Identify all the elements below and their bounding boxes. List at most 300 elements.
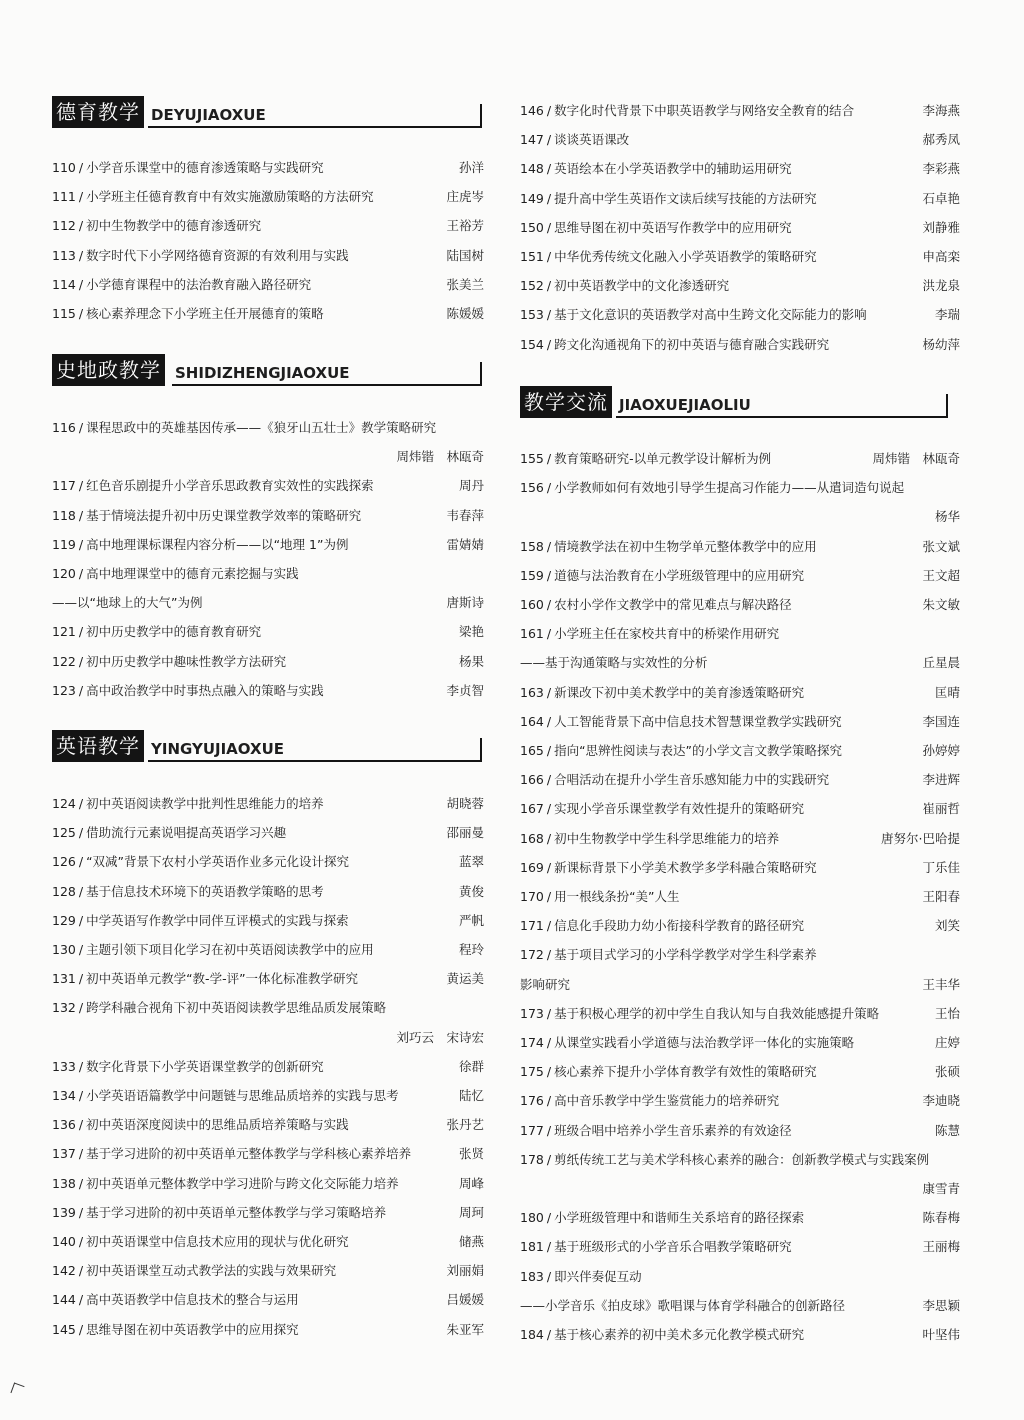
- toc-entry: [52, 1057, 484, 1077]
- toc-entry: [52, 304, 484, 324]
- toc-entry: [520, 449, 960, 469]
- article-title: 高中英语教学中信息技术的整合与运用: [86, 1292, 299, 1308]
- page-number: 121: [52, 624, 76, 640]
- article-author: 申高栾: [922, 249, 960, 264]
- article-author: 庄婷: [934, 1035, 960, 1050]
- toc-entry: [520, 653, 960, 673]
- article-title: 基于学习进阶的初中英语单元整体教学与学科核心素养培养: [86, 1146, 412, 1162]
- article-author: 陈媛媛: [446, 306, 484, 321]
- article-author: 陆国树: [446, 247, 484, 263]
- article-author: 康雪青: [922, 1181, 960, 1196]
- page-number: 118: [52, 507, 76, 523]
- article-title: 数字时代下小学网络德育资源的有效利用与实践: [86, 247, 349, 263]
- toc-entry: [52, 506, 484, 526]
- page-number: 123: [52, 682, 76, 698]
- article-author: 王丰华: [922, 976, 960, 992]
- article-author: 黄运美: [446, 971, 484, 987]
- article-title: 小学音乐课堂中的德育渗透策略与实践研究: [86, 160, 324, 175]
- article-title: 新课标背景下小学美术教学多学科融合策略研究: [554, 859, 817, 875]
- separator: /: [546, 1239, 552, 1255]
- article-author: 周珂: [458, 1204, 484, 1220]
- article-title: 高中政治教学中时事热点融入的策略与实践: [86, 682, 324, 698]
- separator: /: [546, 249, 552, 264]
- separator: /: [78, 854, 84, 870]
- page-number: 137: [52, 1146, 76, 1162]
- separator: /: [78, 1146, 84, 1162]
- article-title: 初中英语深度阅读中的思维品质培养策略与实践: [86, 1117, 349, 1133]
- separator: /: [78, 796, 84, 811]
- separator: /: [546, 1151, 552, 1167]
- toc-entry: [520, 1121, 960, 1141]
- article-author: 徐群: [458, 1058, 484, 1074]
- page-number: 136: [52, 1117, 76, 1133]
- page-number: 148: [520, 161, 544, 177]
- separator: /: [78, 1321, 84, 1337]
- article-author: 刘笑: [934, 918, 960, 934]
- toc-entry: [520, 595, 960, 615]
- toc-entry: [52, 1232, 484, 1252]
- toc-entry: [52, 418, 484, 438]
- page-number: 116: [52, 420, 76, 435]
- toc-entry: [52, 1261, 484, 1281]
- toc-entry: [520, 276, 960, 296]
- article-author: 刘丽娟: [446, 1263, 484, 1279]
- article-title: 初中生物教学中学生科学思维能力的培养: [554, 830, 780, 846]
- toc-entry: [52, 476, 484, 496]
- separator: /: [546, 538, 552, 554]
- article-title: 用一根线条扮“美”人生: [554, 889, 680, 904]
- page-number: 140: [52, 1234, 76, 1249]
- separator: /: [78, 883, 84, 899]
- toc-entry: [520, 218, 960, 238]
- article-title: 初中历史教学中趣味性教学方法研究: [86, 653, 287, 669]
- article-author: 周峰: [458, 1175, 484, 1191]
- article-title: 主题引领下项目化学习在初中英语阅读教学中的应用: [86, 942, 374, 957]
- article-title: 基于核心素养的初中美术多元化教学模式研究: [554, 1327, 805, 1342]
- article-author: 陈春梅: [922, 1210, 960, 1226]
- page-number: 172: [520, 947, 544, 963]
- article-author: 朱亚军: [446, 1321, 484, 1337]
- article-author: 唐斯诗: [446, 595, 484, 611]
- toc-entry: [520, 1325, 960, 1345]
- article-author: 李迪晓: [922, 1093, 960, 1109]
- separator: /: [78, 536, 84, 552]
- toc-entry: [52, 852, 484, 872]
- article-title: 教育策略研究-以单元教学设计解析为例: [554, 451, 772, 466]
- article-title: 基于信息技术环境下的英语教学策略的思考: [86, 883, 324, 899]
- toc-entry: [520, 624, 960, 644]
- article-title: 提升高中学生英语作文读后续写技能的方法研究: [554, 190, 817, 206]
- article-title: 中学英语写作教学中同伴互评模式的实践与探索: [86, 912, 349, 928]
- toc-entry: [520, 566, 960, 586]
- article-author: 蓝翠: [458, 854, 484, 870]
- separator: /: [78, 507, 84, 523]
- toc-entry: [52, 246, 484, 266]
- section-header-jiaoliu: [520, 386, 948, 418]
- toc-entry: [520, 975, 960, 995]
- page-number: 142: [52, 1263, 76, 1279]
- page-number: 131: [52, 971, 76, 987]
- page-number: 183: [520, 1268, 544, 1284]
- article-author: 洪龙泉: [922, 278, 960, 294]
- toc-entry: [52, 216, 484, 236]
- toc-entry: [520, 1004, 960, 1024]
- separator: /: [78, 1292, 84, 1308]
- article-title: 借助流行元素说唱提高英语学习兴趣: [86, 825, 287, 841]
- toc-entry: [520, 478, 960, 498]
- separator: /: [78, 478, 84, 494]
- page-number: 120: [52, 566, 76, 581]
- separator: /: [546, 1093, 552, 1109]
- article-author: 杨华: [934, 509, 960, 525]
- article-author: 王阳春: [922, 889, 960, 904]
- toc-entry: [52, 823, 484, 843]
- page-number: 111: [52, 189, 76, 205]
- toc-entry: [520, 159, 960, 179]
- article-author: 张文斌: [922, 538, 960, 554]
- article-author: 韦春萍: [446, 507, 484, 523]
- page-number: 130: [52, 942, 76, 957]
- page-number: 176: [520, 1093, 544, 1109]
- article-author: 孙婷婷: [922, 743, 960, 758]
- article-title: 思维导图在初中英语教学中的应用探究: [86, 1321, 299, 1337]
- page-number: 156: [520, 480, 544, 496]
- article-title: 小学英语语篇教学中问题链与思维品质培养的实践与思考: [86, 1088, 399, 1103]
- page-number: 177: [520, 1122, 544, 1138]
- article-author: 吕媛媛: [446, 1292, 484, 1308]
- page-number: 117: [52, 478, 76, 494]
- article-author: 严帆: [458, 912, 484, 928]
- page-number: 134: [52, 1088, 76, 1103]
- article-title: 初中英语教学中的文化渗透研究: [554, 278, 730, 294]
- separator: /: [546, 713, 552, 729]
- separator: /: [78, 1058, 84, 1074]
- toc-entry: [520, 335, 960, 355]
- toc-entry: [52, 652, 484, 672]
- toc-entry: [520, 858, 960, 878]
- article-title: 班级合唱中培养小学生音乐素养的有效途径: [554, 1122, 792, 1138]
- separator: /: [546, 830, 552, 846]
- article-title: 跨学科融合视角下初中英语阅读教学思维品质发展策略: [86, 1000, 387, 1016]
- article-title: ——小学音乐《拍皮球》歌唱课与体育学科融合的创新路径: [520, 1297, 846, 1313]
- article-author: 刘巧云 宋诗宏: [396, 1029, 484, 1045]
- article-author: 刘静雅: [922, 219, 960, 235]
- toc-entry: [52, 535, 484, 555]
- separator: /: [78, 566, 84, 581]
- toc-entry: [520, 101, 960, 121]
- article-author: 周炜锴 林瓯奇: [872, 451, 960, 466]
- separator: /: [546, 859, 552, 875]
- separator: /: [546, 1210, 552, 1226]
- article-author: 李瑞: [934, 307, 960, 323]
- separator: /: [78, 218, 84, 234]
- toc-entry: [520, 712, 960, 732]
- page-number: 174: [520, 1035, 544, 1050]
- page-number: 161: [520, 626, 544, 642]
- article-title: 课程思政中的英雄基因传承——《狼牙山五壮士》教学策略研究: [86, 420, 437, 435]
- article-author: 朱文敏: [922, 597, 960, 612]
- separator: /: [78, 1000, 84, 1016]
- toc-entry: [52, 681, 484, 701]
- separator: /: [78, 682, 84, 698]
- toc-entry: [52, 158, 484, 178]
- page-number: 169: [520, 859, 544, 875]
- article-title: 即兴伴奏促互动: [554, 1268, 642, 1284]
- separator: /: [546, 103, 552, 118]
- page-number: 154: [520, 336, 544, 352]
- separator: /: [546, 190, 552, 206]
- article-author: 王怡: [934, 1005, 960, 1021]
- toc-entry: [520, 1033, 960, 1053]
- separator: /: [546, 889, 552, 904]
- page-number: 113: [52, 247, 76, 263]
- page-number: 152: [520, 278, 544, 294]
- article-author: 梁艳: [458, 624, 484, 640]
- separator: /: [78, 189, 84, 205]
- separator: /: [546, 597, 552, 612]
- separator: /: [78, 1088, 84, 1103]
- separator: /: [546, 1122, 552, 1138]
- page-number: 168: [520, 830, 544, 846]
- toc-entry: [52, 998, 484, 1018]
- toc-entry: [520, 1267, 960, 1287]
- toc-entry: [520, 770, 960, 790]
- separator: /: [78, 653, 84, 669]
- article-title: 影响研究: [520, 976, 571, 992]
- article-title: 实现小学音乐课堂教学有效性提升的策略研究: [554, 801, 805, 817]
- article-title: 小学班级管理中和谐师生关系培育的路径探索: [554, 1210, 805, 1226]
- article-title: 从课堂实践看小学道德与法治教学评一体化的实施策略: [554, 1035, 855, 1050]
- toc-entry: [520, 1062, 960, 1082]
- article-author: 丁乐佳: [922, 859, 960, 875]
- toc-entry: [52, 1290, 484, 1310]
- separator: /: [546, 336, 552, 352]
- toc-entry: [520, 799, 960, 819]
- separator: /: [546, 743, 552, 758]
- toc-entry: [52, 447, 484, 467]
- article-author: 匡晴: [934, 684, 960, 700]
- article-title: 剪纸传统工艺与美术学科核心素养的融合：创新教学模式与实践案例: [554, 1151, 930, 1167]
- article-title: 信息化手段助力幼小衔接科学教育的路径研究: [554, 918, 805, 934]
- toc-entry: [52, 882, 484, 902]
- article-title: 红色音乐剧提升小学音乐思政教育实效性的实践探索: [86, 478, 374, 494]
- separator: /: [78, 912, 84, 928]
- article-author: 王裕芳: [446, 218, 484, 234]
- toc-entry: [52, 969, 484, 989]
- article-title: 初中英语单元教学“教-学-评”一体化标准教学研究: [86, 971, 359, 987]
- article-author: 杨幼萍: [922, 336, 960, 352]
- page-number: 112: [52, 218, 76, 234]
- page-number: 153: [520, 307, 544, 323]
- toc-entry: [52, 1028, 484, 1048]
- article-title: 指向“思辨性阅读与表达”的小学文言文教学策略探究: [554, 743, 843, 758]
- article-title: 基于情境法提升初中历史课堂教学效率的策略研究: [86, 507, 362, 523]
- separator: /: [546, 1005, 552, 1021]
- page-number: 166: [520, 772, 544, 788]
- page-number: 151: [520, 249, 544, 264]
- article-title: 初中历史教学中的德育教育研究: [86, 624, 262, 640]
- article-author: 郝秀凤: [922, 132, 960, 148]
- separator: /: [546, 278, 552, 294]
- page-number: 171: [520, 918, 544, 934]
- page-number: 138: [52, 1175, 76, 1191]
- article-title: 数字化时代背景下中职英语教学与网络安全教育的结合: [554, 103, 855, 118]
- article-author: 李彩燕: [922, 161, 960, 177]
- article-title: 高中地理课标课程内容分析——以“地理 1”为例: [86, 536, 349, 552]
- article-author: 李思颖: [922, 1297, 960, 1313]
- article-title: 道德与法治教育在小学班级管理中的应用研究: [554, 567, 805, 583]
- toc-entry: [52, 1115, 484, 1135]
- page-number: 146: [520, 103, 544, 118]
- separator: /: [78, 825, 84, 841]
- toc-entry: [520, 537, 960, 557]
- page-number: 180: [520, 1210, 544, 1226]
- article-title: 基于项目式学习的小学科学教学对学生科学素养: [554, 947, 817, 963]
- separator: /: [546, 1035, 552, 1050]
- page-number: 155: [520, 451, 544, 466]
- section-title-en: DEYUJIAOXUE: [148, 104, 482, 128]
- article-title: 核心素养下提升小学体育教学有效性的策略研究: [554, 1064, 817, 1080]
- article-author: 张美兰: [446, 276, 484, 292]
- toc-entry: [52, 794, 484, 814]
- article-author: 储燕: [458, 1234, 484, 1249]
- page-number: 110: [52, 160, 76, 175]
- page-number: 175: [520, 1064, 544, 1080]
- toc-entry: [520, 683, 960, 703]
- section-title-zh: 英语教学: [52, 730, 144, 762]
- separator: /: [78, 1117, 84, 1133]
- toc-entry: [520, 1091, 960, 1111]
- separator: /: [546, 1268, 552, 1284]
- separator: /: [546, 684, 552, 700]
- article-title: 数字化背景下小学英语课堂教学的创新研究: [86, 1058, 324, 1074]
- page-number: 139: [52, 1204, 76, 1220]
- toc-entry: [520, 887, 960, 907]
- article-author: 石卓艳: [922, 190, 960, 206]
- toc-entry: [52, 564, 484, 584]
- article-title: 初中英语课堂互动式教学法的实践与效果研究: [86, 1263, 337, 1279]
- page-number: 170: [520, 889, 544, 904]
- toc-entry: [520, 1237, 960, 1257]
- article-author: 张丹艺: [446, 1117, 484, 1133]
- page-number: 165: [520, 743, 544, 758]
- toc-entry: [520, 741, 960, 761]
- article-author: 叶坚伟: [922, 1327, 960, 1342]
- article-title: 初中英语单元整体教学中学习进阶与跨文化交际能力培养: [86, 1175, 399, 1191]
- crop-mark: [10, 1382, 24, 1396]
- toc-entry: [52, 911, 484, 931]
- page-number: 173: [520, 1005, 544, 1021]
- separator: /: [78, 420, 84, 435]
- article-author: 黄俊: [458, 883, 484, 899]
- article-title: 小学德育课程中的法治教育融入路径研究: [86, 276, 312, 292]
- separator: /: [546, 307, 552, 323]
- separator: /: [78, 1234, 84, 1249]
- toc-entry: [520, 829, 960, 849]
- article-title: ——以“地球上的大气”为例: [52, 595, 203, 611]
- article-author: 周丹: [458, 478, 484, 494]
- article-author: 丘星晨: [922, 655, 960, 671]
- separator: /: [546, 567, 552, 583]
- separator: /: [546, 132, 552, 148]
- article-title: 中华优秀传统文化融入小学英语教学的策略研究: [554, 249, 817, 264]
- toc-entry: [520, 130, 960, 150]
- toc-entry: [520, 507, 960, 527]
- page-number: 124: [52, 796, 76, 811]
- article-author: 李进辉: [922, 772, 960, 788]
- article-title: 英语绘本在小学英语教学中的辅助运用研究: [554, 161, 792, 177]
- separator: /: [78, 1263, 84, 1279]
- article-title: 初中英语阅读教学中批判性思维能力的培养: [86, 796, 324, 811]
- toc-entry: [52, 1086, 484, 1106]
- article-author: 张贤: [458, 1146, 484, 1162]
- toc-entry: [520, 1296, 960, 1316]
- toc-entry: [52, 1174, 484, 1194]
- separator: /: [546, 1064, 552, 1080]
- article-author: 陆忆: [458, 1088, 484, 1103]
- page-number: 178: [520, 1151, 544, 1167]
- toc-entry: [520, 189, 960, 209]
- article-title: 思维导图在初中英语写作教学中的应用研究: [554, 219, 792, 235]
- page-number: 147: [520, 132, 544, 148]
- separator: /: [546, 772, 552, 788]
- separator: /: [546, 918, 552, 934]
- article-title: 高中地理课堂中的德育元素挖掘与实践: [86, 566, 299, 581]
- page-number: 115: [52, 306, 76, 321]
- article-title: 合唱活动在提升小学生音乐感知能力中的实践研究: [554, 772, 830, 788]
- separator: /: [546, 219, 552, 235]
- toc-entry: [520, 1208, 960, 1228]
- article-title: 初中生物教学中的德育渗透研究: [86, 218, 262, 234]
- article-title: 小学班主任德育教育中有效实施激励策略的方法研究: [86, 189, 374, 205]
- article-title: 基于文化意识的英语教学对高中生跨文化交际能力的影响: [554, 307, 867, 323]
- article-author: 唐努尔·巴哈提: [881, 830, 960, 846]
- toc-entry: [520, 945, 960, 965]
- separator: /: [546, 626, 552, 642]
- page-number: 119: [52, 536, 76, 552]
- page-number: 167: [520, 801, 544, 817]
- article-author: 李国连: [922, 713, 960, 729]
- section-title-en: JIAOXUEJIAOLIU: [616, 394, 948, 418]
- article-title: 人工智能背景下高中信息技术智慧课堂教学实践研究: [554, 713, 842, 729]
- separator: /: [546, 947, 552, 963]
- article-title: 基于班级形式的小学音乐合唱教学策略研究: [554, 1239, 792, 1255]
- toc-entry: [52, 187, 484, 207]
- page-number: 144: [52, 1292, 76, 1308]
- section-title-zh: 教学交流: [520, 386, 612, 418]
- article-title: 小学教师如何有效地引导学生提高习作能力——从遣词造句说起: [554, 480, 905, 496]
- article-author: 孙洋: [458, 160, 484, 175]
- page-number: 158: [520, 538, 544, 554]
- separator: /: [78, 247, 84, 263]
- article-author: 王丽梅: [922, 1239, 960, 1255]
- article-title: 小学班主任在家校共育中的桥梁作用研究: [554, 626, 780, 642]
- page-number: 128: [52, 883, 76, 899]
- article-title: 初中英语课堂中信息技术应用的现状与优化研究: [86, 1234, 349, 1249]
- toc-entry: [52, 1203, 484, 1223]
- page-number: 163: [520, 684, 544, 700]
- article-author: 杨果: [458, 653, 484, 669]
- article-title: 情境教学法在初中生物学单元整体教学中的应用: [554, 538, 817, 554]
- page-number: 160: [520, 597, 544, 612]
- page-number: 126: [52, 854, 76, 870]
- page-number: 125: [52, 825, 76, 841]
- section-title-en: SHIDIZHENGJIAOXUE: [172, 362, 482, 386]
- page-number: 129: [52, 912, 76, 928]
- article-author: 张硕: [934, 1064, 960, 1080]
- separator: /: [78, 276, 84, 292]
- separator: /: [546, 161, 552, 177]
